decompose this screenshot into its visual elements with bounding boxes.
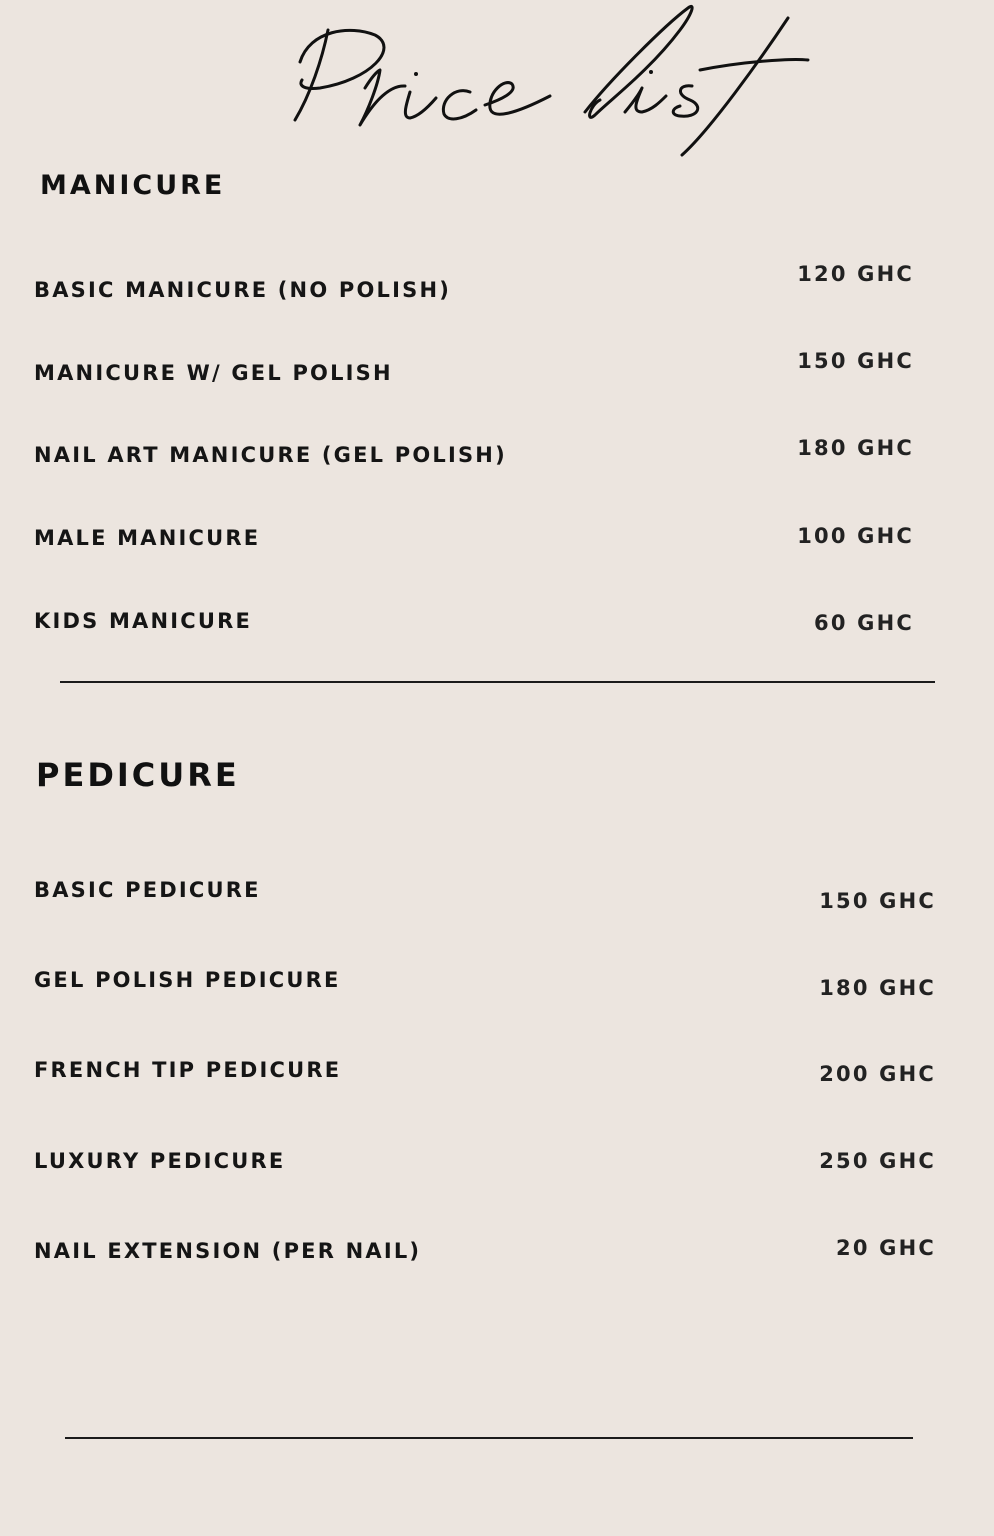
list-item: MANICURE W/ GEL POLISH (34, 361, 393, 385)
script-title-svg (280, 0, 820, 165)
list-item: GEL POLISH PEDICURE (34, 968, 341, 992)
manicure-heading: MANICURE (40, 170, 226, 201)
pedicure-heading: PEDICURE (36, 756, 240, 794)
list-item: FRENCH TIP PEDICURE (34, 1058, 342, 1082)
item-price: 180 GHC (797, 436, 914, 460)
item-price: 60 GHC (814, 611, 914, 635)
item-price: 20 GHC (836, 1236, 936, 1260)
bottom-divider (65, 1437, 913, 1439)
item-price: 180 GHC (819, 976, 936, 1000)
list-item: BASIC MANICURE (NO POLISH) (34, 278, 452, 302)
item-price: 150 GHC (819, 889, 936, 913)
item-price: 250 GHC (819, 1149, 936, 1173)
list-item: NAIL EXTENSION (PER NAIL) (34, 1239, 422, 1263)
list-item: MALE MANICURE (34, 526, 261, 550)
item-price: 150 GHC (797, 349, 914, 373)
item-price: 200 GHC (819, 1062, 936, 1086)
section-divider (60, 681, 935, 683)
item-price: 100 GHC (797, 524, 914, 548)
list-item: KIDS MANICURE (34, 609, 253, 633)
list-item: LUXURY PEDICURE (34, 1149, 286, 1173)
list-item: BASIC PEDICURE (34, 878, 261, 902)
price-list-script-title (280, 0, 820, 165)
list-item: NAIL ART MANICURE (GEL POLISH) (34, 443, 507, 467)
item-price: 120 GHC (797, 262, 914, 286)
